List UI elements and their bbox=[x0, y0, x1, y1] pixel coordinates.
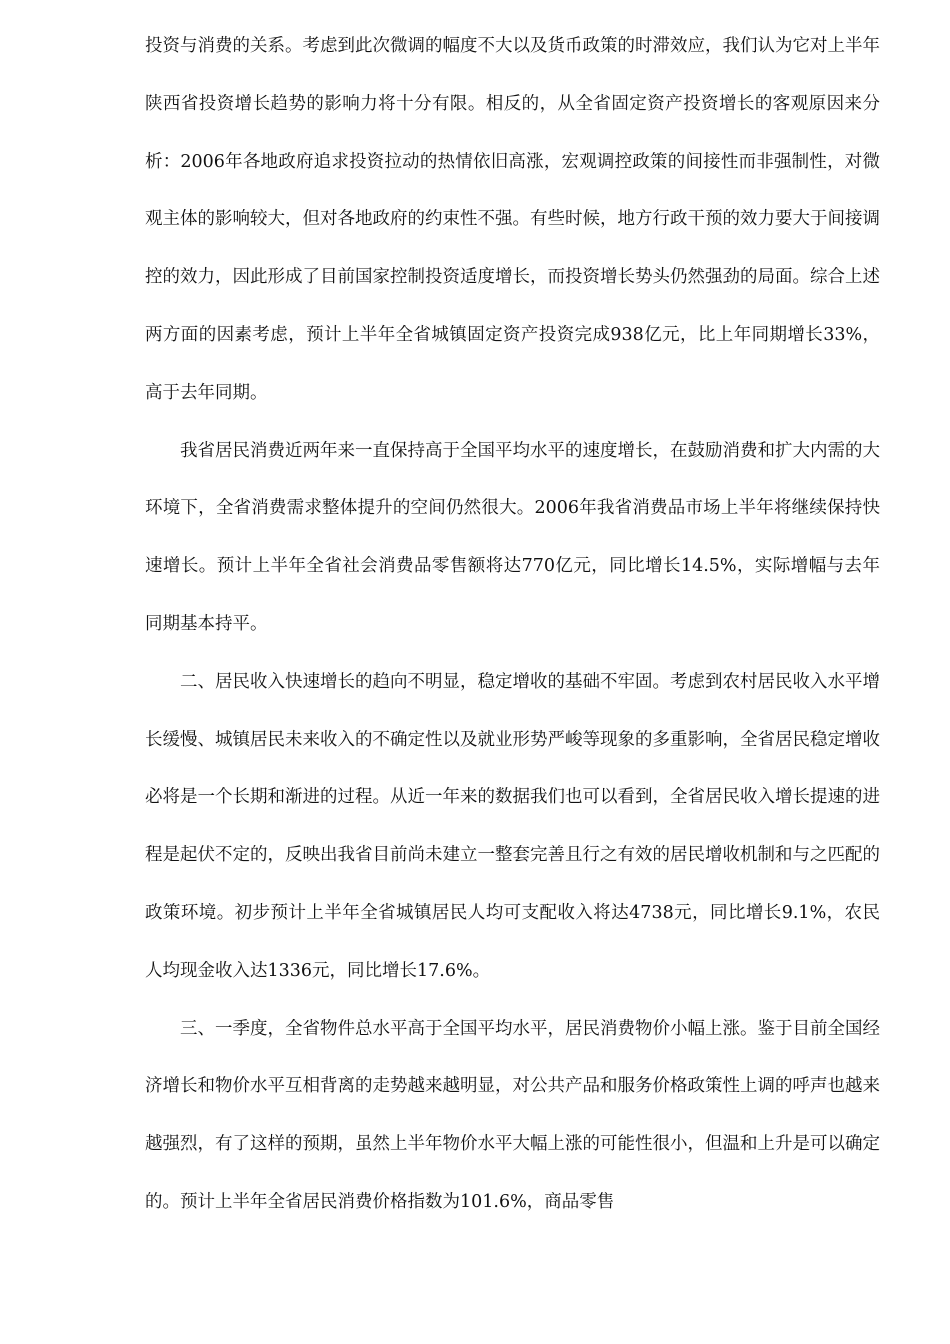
paragraph-income: 二、居民收入快速增长的趋向不明显，稳定增收的基础不牢固。考虑到农村居民收入水平增长缓慢、城镇居民未来收入的不确定性以及就业形势严峻等现象的多重影响，全省居民稳定增收必将是一个长期和渐进的过程。从近一年来的数据我们也可以看到，全省居民收入增长提速的进程是起伏不定的，反映出我省目前尚未建立一整套完善且行之有效的居民增收机制和与之匹配的政策环境。初步预计上半年全省城镇居民人均可支配收入将达4738元，同比增长9.1%，农民人均现金收入达1336元，同比增长17.6%。 bbox=[145, 671, 880, 981]
paragraph-consumption: 我省居民消费近两年来一直保持高于全国平均水平的速度增长，在鼓励消费和扩大内需的大环境下，全省消费需求整体提升的空间仍然很大。2006年我省消费品市场上半年将继续保持快速增长。预计上半年全省社会消费品零售额将达770亿元，同比增长14.5%，实际增幅与去年同期基本持平。 bbox=[145, 440, 880, 634]
paragraph-prices: 三、一季度，全省物件总水平高于全国平均水平，居民消费物价小幅上涨。鉴于目前全国经济增长和物价水平互相背离的走势越来越明显，对公共产品和服务价格政策性上调的呼声也越来越强烈，有了这样的预期，虽然上半年物价水平大幅上涨的可能性很小，但温和上升是可以确定的。预计上半年全省居民消费价格指数为101.6%，商品零售 bbox=[145, 1018, 880, 1212]
paragraph-investment-continued: 投资与消费的关系。考虑到此次微调的幅度不大以及货币政策的时滞效应，我们认为它对上半年陕西省投资增长趋势的影响力将十分有限。相反的，从全省固定资产投资增长的客观原因来分析：2006年各地政府追求投资拉动的热情依旧高涨，宏观调控政策的间接性而非强制性，对微观主体的影响较大，但对各地政府的约束性不强。有些时候，地方行政干预的效力要大于间接调控的效力，因此形成了目前国家控制投资适度增长，而投资增长势头仍然强劲的局面。综合上述两方面的因素考虑，预计上半年全省城镇固定资产投资完成938亿元，比上年同期增长33%，高于去年同期。 bbox=[145, 36, 880, 403]
document-body bbox=[145, 18, 880, 1232]
